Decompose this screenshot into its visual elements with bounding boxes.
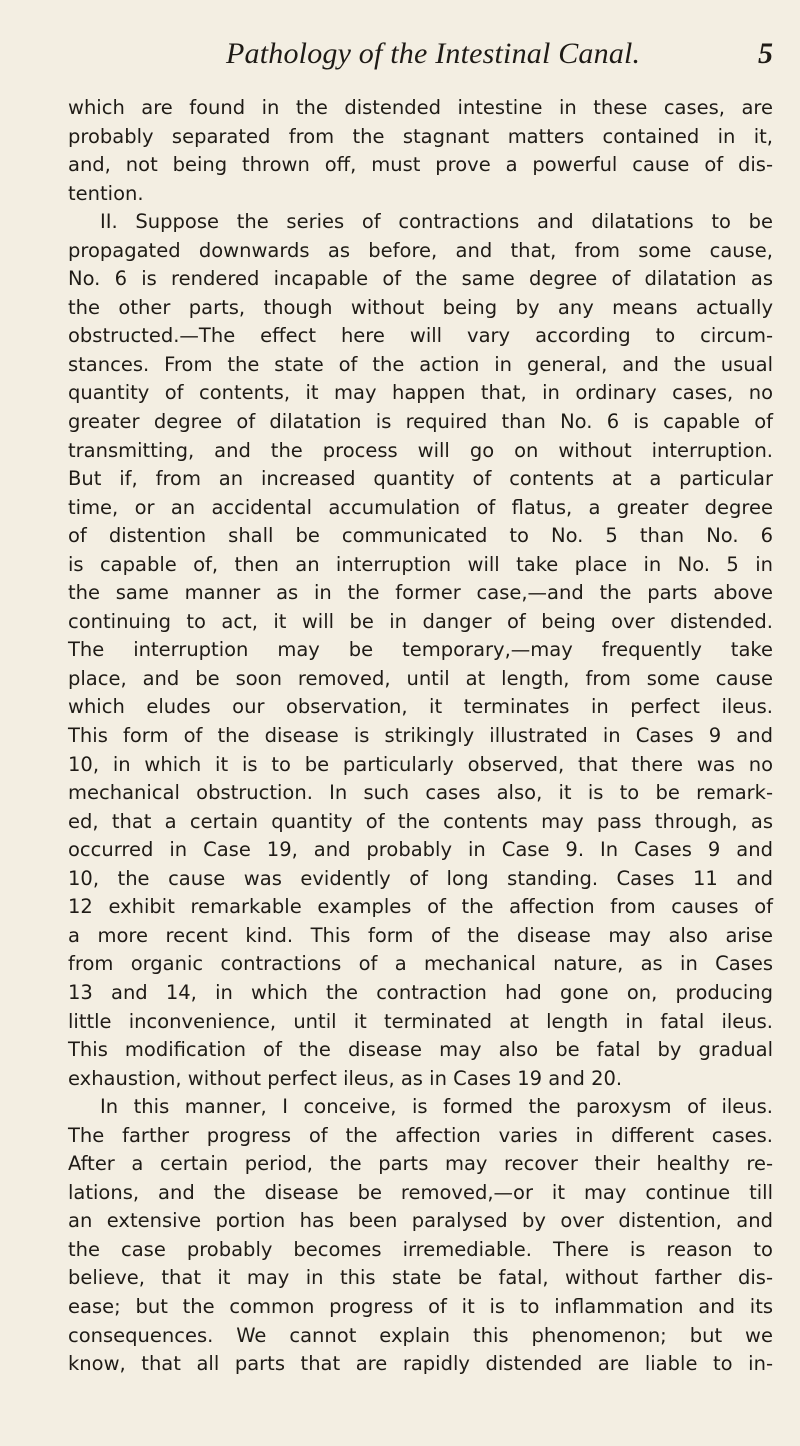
text-line: This modification of the disease may also be fatal by gradual (68, 1038, 773, 1062)
text-line: which eludes our observation, it terminates in perfect ileus. (68, 695, 773, 719)
text-line: This form of the disease is strikingly illustrated in Cases 9 and (68, 724, 773, 748)
text-line: But if, from an increased quantity of contents at a particular (68, 467, 773, 491)
text-line: from organic contractions of a mechanical nature, as in Cases (68, 952, 773, 976)
text-line: In this manner, I conceive, is formed the paroxysm of ileus. (100, 1095, 773, 1119)
text-line: consequences. We cannot explain this phenomenon; but we (68, 1323, 773, 1347)
text-line: time, or an accidental accumulation of flatus, a greater degree (68, 495, 773, 519)
text-line: stances. From the state of the action in general, and the usual (68, 352, 773, 376)
text-line: and, not being thrown off, must prove a powerful cause of dis- (68, 153, 773, 177)
text-line: of distention shall be communicated to No. 5 than No. 6 (68, 524, 773, 548)
text-line: the same manner as in the former case,—and the parts above (68, 581, 773, 605)
text-line: transmitting, and the process will go on without interruption. (68, 438, 773, 462)
text-line: 12 exhibit remarkable examples of the affection from causes of (68, 895, 773, 919)
text-line: 10, the cause was evidently of long standing. Cases 11 and (68, 866, 773, 890)
text-line: mechanical obstruction. In such cases also, it is to be remark- (68, 781, 773, 805)
text-line: propagated downwards as before, and that, from some cause, (68, 238, 773, 262)
text-line: an extensive portion has been paralysed by over distention, and (68, 1209, 773, 1233)
text-line: occurred in Case 19, and probably in Case 9. In Cases 9 and (68, 838, 773, 862)
running-title: Pathology of the Intestinal Canal. (226, 37, 641, 70)
text-line: ed, that a certain quantity of the contents may pass through, as (68, 809, 773, 833)
text-line: obstructed.—The effect here will vary according to circum- (68, 324, 773, 348)
text-line: exhaustion, without perfect ileus, as in Cases 19 and 20. (68, 1066, 623, 1090)
text-line: No. 6 is rendered incapable of the same degree of dilatation as (68, 267, 773, 291)
text-line: The interruption may be temporary,—may frequently take (68, 638, 773, 662)
running-header (68, 37, 773, 77)
text-line: the case probably becomes irremediable. There is reason to (68, 1237, 773, 1261)
text-line: tention. (68, 181, 144, 205)
text-line: place, and be soon removed, until at length, from some cause (68, 666, 773, 690)
text-line: the other parts, though without being by any means actually (68, 295, 773, 319)
text-line: continuing to act, it will be in danger of being over distended. (68, 609, 773, 633)
text-line: little inconvenience, until it terminated at length in fatal ileus. (68, 1009, 773, 1033)
text-line: quantity of contents, it may happen that, in ordinary cases, no (68, 381, 773, 405)
text-line: probably separated from the stagnant matters contained in it, (68, 124, 773, 148)
text-line: a more recent kind. This form of the disease may also arise (68, 923, 773, 947)
text-line: ease; but the common progress of it is to inflammation and its (68, 1294, 773, 1318)
text-line: is capable of, then an interruption will take place in No. 5 in (68, 552, 773, 576)
text-line: The farther progress of the affection varies in different cases. (68, 1123, 773, 1147)
text-line: lations, and the disease be removed,—or it may continue till (68, 1180, 773, 1204)
text-line: greater degree of dilatation is required than No. 6 is capable of (68, 410, 773, 434)
text-line: II. Suppose the series of contractions and dilatations to be (100, 210, 773, 234)
page-number: 5 (758, 37, 773, 70)
text-line: know, that all parts that are rapidly distended are liable to in- (68, 1352, 773, 1376)
text-line: After a certain period, the parts may recover their healthy re- (68, 1152, 773, 1176)
text-line: which are found in the distended intestine in these cases, are (68, 96, 773, 119)
text-line: 10, in which it is to be particularly observed, that there was no (68, 752, 773, 776)
text-line: 13 and 14, in which the contraction had gone on, producing (68, 980, 773, 1004)
text-line: believe, that it may in this state be fatal, without farther dis- (68, 1266, 773, 1290)
body-text (68, 94, 773, 1379)
